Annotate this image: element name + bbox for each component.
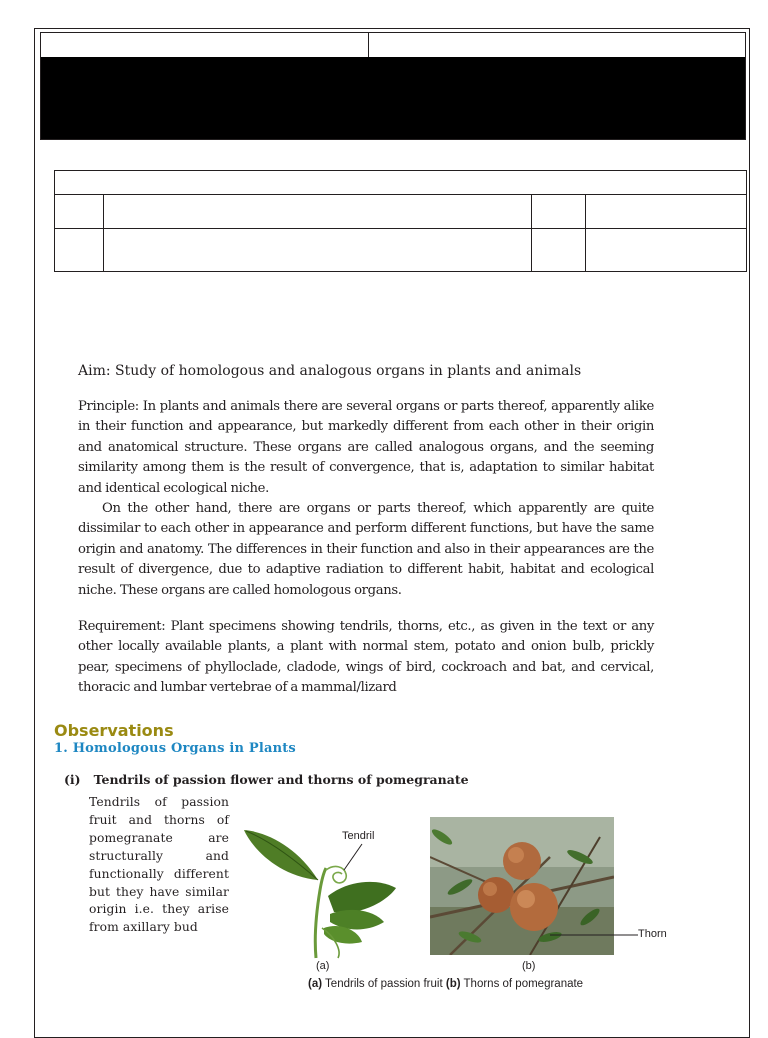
header-cell-left <box>41 32 369 57</box>
passion-fruit-tendril-figure <box>238 818 408 960</box>
label-thorn: Thorn <box>638 928 667 940</box>
header-black-band <box>41 57 745 139</box>
table-cell <box>55 229 104 272</box>
thorn-pointer-line <box>614 934 638 936</box>
table-cell <box>532 229 586 272</box>
caption-a-marker: (a) <box>308 978 323 990</box>
subsection-number: (i) <box>64 772 81 787</box>
requirement-text: Requirement: Plant specimens showing tendrils, thorns, etc., as given in the text or any other locally available plants, a plant with normal stem, potato and onion bulb, prickly pear, specimens of phylloclade, cladode, wings of bird, cockroach and bat, and cervical, thoracic and lumbar vertebrae of a mammal/lizard <box>78 619 654 696</box>
table-cell <box>586 229 747 272</box>
principle-block <box>78 397 654 601</box>
principle-paragraph-1: Principle: In plants and animals there are several organs or parts thereof, apparently alike in their function and appearance, but markedly different from each other in their origin and anatomical structure. These organs are called analogous organs, and the seeming similarity among them is the result of convergence, that is, adaptation to similar habitat and identical ecological niche. <box>78 399 654 496</box>
table-cell <box>104 195 532 229</box>
caption-b-text: Thorns of pomegranate <box>460 978 584 990</box>
caption-b-marker: (b) <box>445 978 461 990</box>
table-row <box>55 195 747 229</box>
section-heading: 1. Homologous Organs in Plants <box>54 741 296 756</box>
caption-a-text: Tendrils of passion fruit <box>322 978 446 990</box>
table-cell <box>104 229 532 272</box>
table-row <box>55 229 747 272</box>
subsection-heading <box>64 772 469 787</box>
principle-paragraph-2: On the other hand, there are organs or parts thereof, which apparently are quite dissimilar to each other in appearance and perform different functions, but have the same origin and anatomy. The differences in their function and also in their appearances are the result of divergence, due to adaptive radiation to different habit, habitat and ecological niche. These organs are called homologous organs. <box>78 501 654 598</box>
info-table <box>54 170 747 272</box>
table-cell <box>55 171 747 195</box>
label-b: (b) <box>522 960 536 972</box>
table-row <box>55 171 747 195</box>
table-cell <box>532 195 586 229</box>
pomegranate-thorns-photo <box>430 817 614 955</box>
table-cell <box>586 195 747 229</box>
tendril-thorn-description: Tendrils of passion fruit and thorns of pomegranate are structurally and functionally different but they have similar origin i.e. they arise from axillary bud <box>89 795 229 935</box>
label-a: (a) <box>316 960 330 972</box>
label-tendril: Tendril <box>342 830 375 842</box>
aim-text: Aim: Study of homologous and analogous organs in plants and animals <box>78 363 582 379</box>
table-cell <box>55 195 104 229</box>
figure-caption <box>308 978 583 990</box>
observations-heading: Observations <box>54 721 174 740</box>
subsection-title: Tendrils of passion flower and thorns of pomegranate <box>93 772 469 787</box>
